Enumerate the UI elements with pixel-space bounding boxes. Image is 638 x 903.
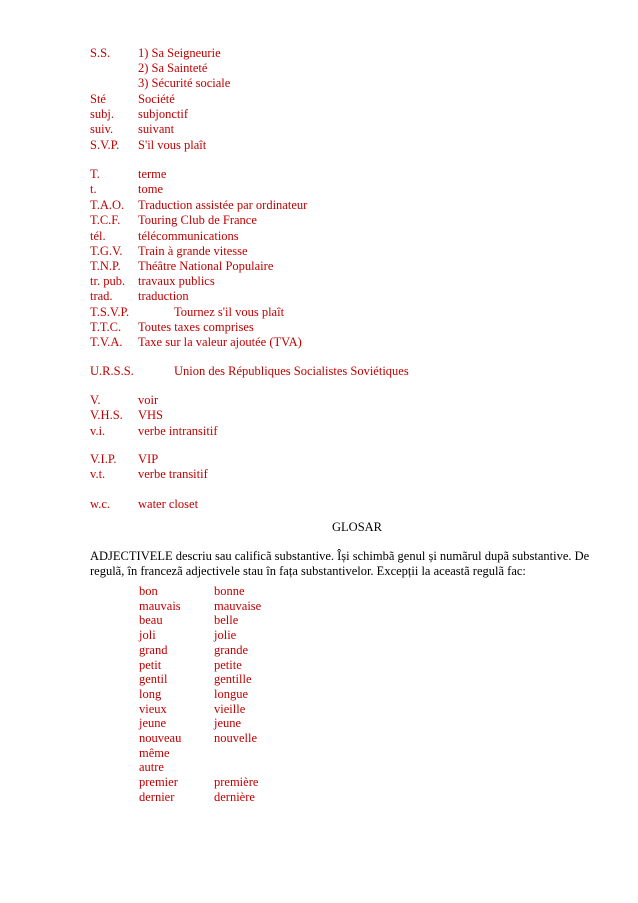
abbreviation-term: Sté <box>90 92 106 106</box>
abbreviation-term: V. <box>90 393 101 407</box>
abbreviation-definition: terme <box>138 167 167 181</box>
abbreviation-term: v.i. <box>90 424 106 438</box>
abbreviation-definition: verbe transitif <box>138 467 208 481</box>
adjective-feminine: vieille <box>214 701 246 716</box>
adjective-row <box>139 760 164 775</box>
abbreviation-definition: Toutes taxes comprises <box>138 320 254 334</box>
adjective-feminine: petite <box>214 657 242 672</box>
abbreviation-term: T.N.P. <box>90 259 121 273</box>
adjective-masculine: gentil <box>139 672 168 687</box>
abbreviation-definition: Taxe sur la valeur ajoutée (TVA) <box>138 335 302 349</box>
abbreviation-definition: télécommunications <box>138 229 239 243</box>
adjective-row <box>139 746 170 761</box>
adjective-masculine: joli <box>139 628 156 643</box>
adjective-row <box>139 731 258 746</box>
abbreviation-term: trad. <box>90 289 113 303</box>
paragraph-line: ADJECTIVELE descriu sau calificã substantive. Își schimbã genul și numãrul dupã substantive. De <box>90 549 590 563</box>
adjective-masculine: jeune <box>139 716 167 731</box>
abbreviation-term: T. <box>90 167 100 181</box>
adjective-row <box>139 672 252 687</box>
adjectives-paragraph <box>90 549 610 578</box>
adjective-row <box>139 775 259 790</box>
adjective-row <box>139 716 242 731</box>
adjective-masculine: beau <box>139 613 163 628</box>
adjective-row <box>139 789 255 805</box>
abbreviation-definition: VIP <box>138 452 159 466</box>
adjective-row <box>139 613 239 628</box>
abbreviation-term: V.I.P. <box>90 452 117 466</box>
adjective-feminine: première <box>214 775 259 790</box>
adjective-masculine: dernier <box>139 789 175 804</box>
abbreviation-term: tr. pub. <box>90 274 126 288</box>
glossary-title: GLOSAR <box>332 520 383 534</box>
adjective-masculine: petit <box>139 657 162 672</box>
adjective-masculine: nouveau <box>139 731 182 745</box>
abbreviation-definition: travaux publics <box>138 274 215 288</box>
adjective-row <box>139 657 242 673</box>
adjective-masculine: bon <box>139 584 158 598</box>
adjective-masculine: premier <box>139 775 178 790</box>
adjective-masculine: autre <box>139 760 164 775</box>
abbreviation-definition: VHS <box>138 408 164 422</box>
adjective-row <box>139 701 246 717</box>
abbreviation-term: T.G.V. <box>90 244 123 258</box>
adjective-feminine: mauvaise <box>214 598 262 613</box>
abbreviation-definition: Traduction assistée par ordinateur <box>138 198 308 212</box>
abbreviation-definition: tome <box>138 182 163 196</box>
adjective-feminine: gentille <box>214 672 252 687</box>
abbreviation-definition: subjonctif <box>138 107 188 121</box>
abbreviation-definition: 2) Sa Sainteté <box>138 61 208 75</box>
abbreviation-term: T.V.A. <box>90 335 123 349</box>
abbreviation-term: S.S. <box>90 46 111 60</box>
adjective-row <box>139 642 249 658</box>
adjective-row <box>139 598 262 614</box>
paragraph-line: regulã, în francezã adjectivele stau în fața substantivelor. Excepții la aceastã regulã fac: <box>90 563 526 578</box>
abbreviation-term: V.H.S. <box>90 408 123 422</box>
abbreviation-term: v.t. <box>90 467 106 481</box>
adjective-row <box>139 628 237 643</box>
adjective-row <box>139 686 249 702</box>
abbreviation-definition: S'il vous plaît <box>138 138 207 152</box>
abbreviation-definition: verbe intransitif <box>138 424 218 438</box>
abbreviation-definition: traduction <box>138 289 189 303</box>
adjective-masculine: mauvais <box>139 598 181 613</box>
abbreviation-definition: 3) Sécurité sociale <box>138 76 231 90</box>
abbreviation-definition: 1) Sa Seigneurie <box>138 46 221 60</box>
adjective-row <box>139 584 245 599</box>
abbreviation-term: T.A.O. <box>90 198 125 212</box>
abbreviation-term: w.c. <box>90 497 111 511</box>
abbreviation-term: T.C.F. <box>90 213 121 227</box>
abbreviation-term: t. <box>90 182 97 196</box>
adjective-masculine: grand <box>139 642 168 657</box>
abbreviation-definition: Touring Club de France <box>138 213 257 227</box>
abbreviation-term: T.T.C. <box>90 320 122 334</box>
abbreviation-definition: Train à grande vitesse <box>138 244 248 258</box>
abbreviation-term: U.R.S.S. <box>90 364 134 378</box>
abbreviation-definition: voir <box>138 393 159 407</box>
adjective-masculine: même <box>139 745 170 760</box>
abbreviation-definition: suivant <box>138 122 175 136</box>
adjective-feminine: belle <box>214 613 239 628</box>
abbreviation-definition: Société <box>138 92 175 106</box>
abbreviation-definition: Tournez s'il vous plaît <box>174 305 285 319</box>
abbreviation-definition: Union des Républiques Socialistes Soviétiques <box>174 364 409 378</box>
adjective-masculine: long <box>139 686 162 701</box>
adjective-feminine: jolie <box>214 628 237 643</box>
adjective-feminine: longue <box>214 686 249 701</box>
abbreviation-definition: Théâtre National Populaire <box>138 259 274 273</box>
abbreviation-term: suiv. <box>90 122 114 136</box>
adjective-feminine: nouvelle <box>214 731 258 745</box>
adjective-feminine: dernière <box>214 789 255 804</box>
abbreviation-definition: water closet <box>138 497 199 511</box>
adjective-feminine: grande <box>214 642 249 657</box>
abbreviation-term: S.V.P. <box>90 138 120 152</box>
abbreviation-term: tél. <box>90 229 106 243</box>
adjective-masculine: vieux <box>139 701 167 716</box>
abbreviation-term: T.S.V.P. <box>90 305 130 319</box>
adjective-feminine: bonne <box>214 584 245 598</box>
abbreviation-term: subj. <box>90 107 114 121</box>
adjective-feminine: jeune <box>214 716 242 731</box>
